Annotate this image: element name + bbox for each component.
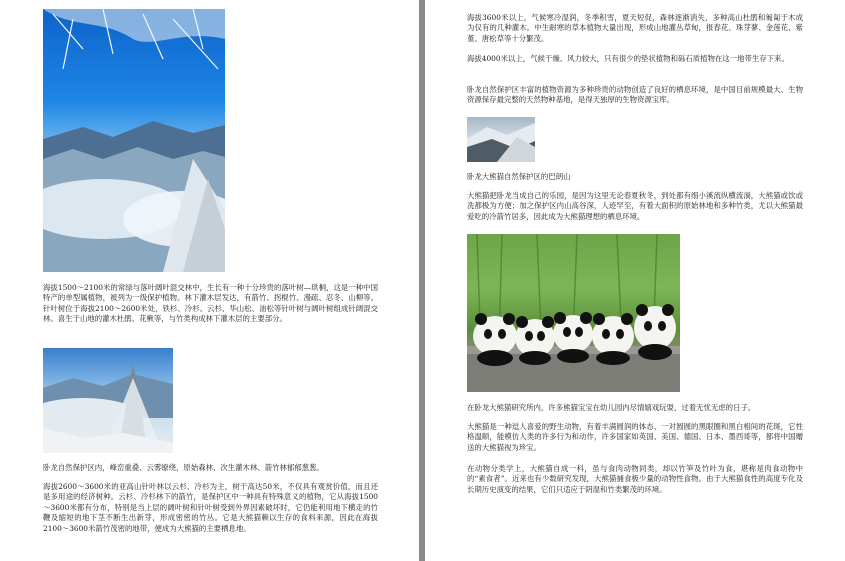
panda-cubs-photo: [467, 234, 680, 392]
paragraph-high-altitude: 海拔4000米以上，气候干燥、风力较大，只有很少的垫状植物和砾石质植物在这一地带生存下来。: [467, 54, 789, 63]
right-page: [425, 0, 845, 561]
caption-panda-research: 在卧龙大熊猫研究所内，许多熊猫宝宝在幼儿园内尽情嬉戏玩耍，过着无忧无虑的日子。: [467, 403, 756, 412]
snowy-forest-photo: [43, 348, 173, 453]
paragraph-biological-resources: 卧龙自然保护区丰富的植物资源为多种珍贵的动物创造了良好的栖息环境，是中国目前规模最大、生物资源保存最完整的天然物种基地，是得天独厚的生物资源宝库。: [467, 85, 803, 105]
paragraph-panda-diet: 在动物分类学上，大熊猫自成一科，虽与食肉动物同类，却以竹笋及竹叶为食，堪称是肉食动物中的“素食者”。近来也有少数研究发现，大熊猫捕食极少量的动物性食物。由于大熊猫食性的高度专化及长期历史演变的结果，它们只适应于阴湿和竹类繁茂的环境。: [467, 464, 803, 494]
paragraph-panda-appearance: 大熊猫是一种逗人喜爱的野生动物，有着丰满圆润的体态、一对圆圆的黑眼圈和黑白相间的花斑，它性格温顺，能模仿人类的许多行为和动作，许多国家如英国、美国、德国、日本、墨西哥等，都将中国赠送的大熊猫视为珍宝。: [467, 422, 803, 452]
paragraph-evergreen-forest: 海拔1500～2100米的常绿与落叶阔叶混交林中，生长有一种十分珍贵的落叶树—珙桐，这是一种中国特产的单型属植物，被列为一级保护植物。林下灌木层发达，有箭竹、拐棍竹、漫疏、忍冬、山柳等。针叶树位于海拔2100～2600米处，铁杉、冷杉、云杉、华山松、油松等针叶树与阔叶树组成针阔混交林。喜生于山地的灌木杜鹃、花楸等，与竹类构成林下灌木层的主要部分。: [43, 283, 378, 324]
balang-mountain-photo: [467, 117, 535, 162]
paragraph-panda-paradise: 大熊猫把卧龙当成自己的乐园，是因为这里无论春夏秋冬，到处都有细小溪流纵横流淌，大熊猫或饮或洗都极为方便；加之保护区内山高谷深，人迹罕至，有着大面积的原始林地和多种竹类，尤以大熊猫最爱吃的冷箭竹居多，因此成为大熊猫理想的栖息环境。: [467, 191, 803, 221]
panda-cubs-illustration: [467, 234, 680, 392]
snowy-forest-illustration: [43, 348, 173, 453]
left-page: [0, 0, 419, 561]
caption-wolong-reserve: 卧龙自然保护区内，峰峦重叠、云雾缭绕，原始森林、次生灌木林、箭竹林郁郁葱葱。: [43, 463, 324, 472]
paragraph-subalpine-forest: 海拔2600～3600米的亚高山针叶林以云杉、冷杉为主，树干高达50米，不仅具有观赏价值，而且还是多用途的经济树种。云杉、冷杉林下的箭竹，是保护区中一种具有特殊意义的植物，它从海拔1500～3600米都有分布，特别是当上层的阔叶树和针叶树受到外界因素破坏时，它仍能利用地下横走的竹鞭及缩短的地下茎不断生出新芽，形成密密的竹丛。它是大熊猫赖以生存的食料来源，因此在海拔2100～3600米箭竹茂密的地带，便成为大熊猫的主要栖息地。: [43, 482, 378, 533]
paragraph-alpine-meadow: 海拔3600米以上，气候寒冷湿润，冬季积雪，夏天短促，森林逐渐消失，多种高山杜鹃和匍匐于木成为仅有的几种灌木。中生耐寒的草本植物大量出现，形成山地灌丛草甸，报春花、珠芽蓼、金莲花、紫堇、唐松草等十分繁茂。: [467, 13, 803, 43]
balang-mountain-illustration: [467, 117, 535, 162]
snowy-mountain-photo: [43, 9, 225, 272]
snowy-mountain-illustration: [43, 9, 225, 272]
caption-balang-mountain: 卧龙大熊猫自然保护区的巴朗山: [467, 172, 571, 181]
